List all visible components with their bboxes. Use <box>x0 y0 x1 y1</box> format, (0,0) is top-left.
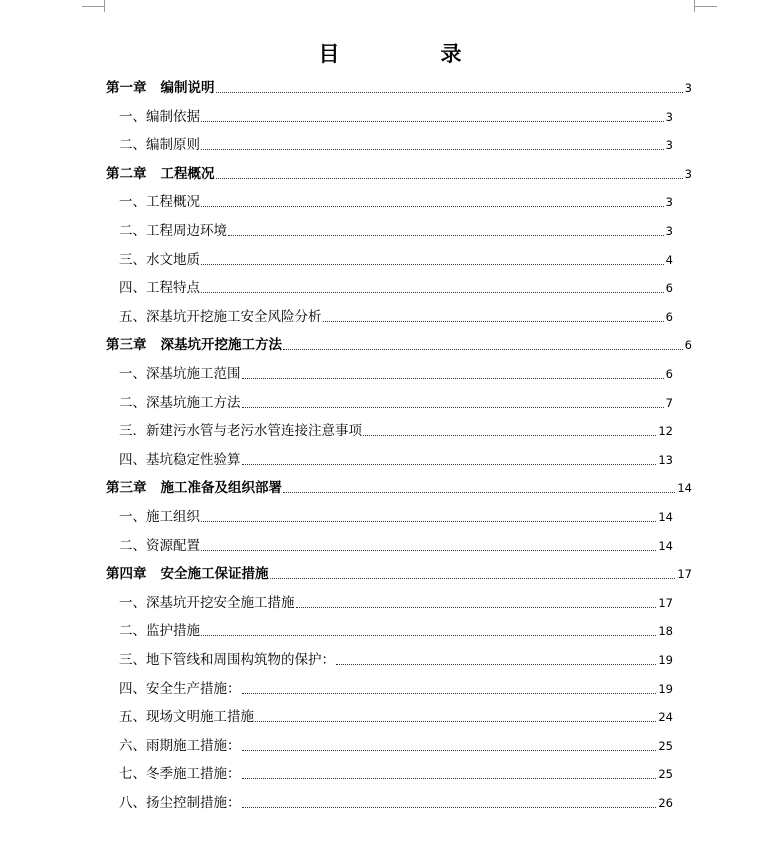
toc-entry-label <box>119 278 200 298</box>
toc-page-number: 19 <box>658 681 673 696</box>
toc-page-number: 6 <box>665 309 673 324</box>
toc-chapter-entry[interactable] <box>106 78 692 98</box>
toc-page-number: 13 <box>658 452 673 467</box>
toc-entry-text: 工程概况 <box>146 194 200 211</box>
toc-dot-leader <box>323 320 664 322</box>
toc-entry-number: 三、 <box>119 251 146 268</box>
toc-section-entry[interactable] <box>119 393 673 413</box>
toc-entry-label <box>119 135 200 155</box>
toc-dot-leader <box>270 577 676 579</box>
toc-entry-label <box>106 164 215 184</box>
toc-entry-text: 地下管线和周围构筑物的保护： <box>146 652 335 668</box>
toc-entry-number: 第二章 <box>106 165 147 182</box>
toc-dot-leader <box>242 749 657 751</box>
toc-dot-leader <box>242 406 664 408</box>
toc-page-number: 3 <box>665 138 673 153</box>
toc-entry-label <box>119 793 241 813</box>
toc-entry-number: 第三章 <box>106 480 147 497</box>
toc-dot-leader <box>201 148 664 150</box>
toc-entry-label <box>119 593 295 613</box>
toc-page-number: 3 <box>684 81 692 95</box>
toc-page-number: 6 <box>684 338 692 353</box>
toc-section-entry[interactable] <box>119 421 673 441</box>
toc-dot-leader <box>363 434 656 436</box>
toc-dot-leader <box>228 234 664 236</box>
toc-page-number: 19 <box>658 653 673 667</box>
toc-page-number: 24 <box>658 710 673 725</box>
toc-entry-label <box>119 421 362 441</box>
toc-entry-number: 四、 <box>119 680 146 697</box>
toc-page-number: 17 <box>677 567 692 582</box>
toc-entry-text: 深基坑开挖安全施工措施 <box>146 594 295 611</box>
toc-section-entry[interactable] <box>119 278 673 298</box>
toc-entry-number: 二、 <box>119 394 146 411</box>
toc-entry-label <box>119 364 241 384</box>
toc-entry-number: 三、 <box>119 652 146 668</box>
toc-dot-leader <box>201 634 656 636</box>
toc-section-entry[interactable] <box>119 307 673 327</box>
toc-entry-number: 三． <box>119 423 146 440</box>
toc-page-number: 26 <box>658 796 673 810</box>
toc-section-entry[interactable] <box>119 107 673 127</box>
toc-entry-label <box>119 393 241 413</box>
toc-entry-text: 编制原则 <box>146 137 200 154</box>
toc-title: 目 录 <box>318 41 502 66</box>
page-corner-right-horizontal <box>695 6 717 7</box>
toc-entry-text: 施工准备及组织部署 <box>160 480 282 497</box>
toc-entry-label <box>119 621 200 641</box>
toc-entry-number: 一、 <box>119 509 146 525</box>
toc-chapter-entry[interactable] <box>106 564 692 584</box>
toc-dot-leader <box>242 806 657 808</box>
page-corner-left-horizontal <box>82 6 104 7</box>
toc-page-number: 4 <box>665 252 673 267</box>
toc-entry-label <box>119 679 241 699</box>
toc-entry-number: 二、 <box>119 537 146 554</box>
toc-entry-number: 第三章 <box>106 337 147 354</box>
toc-entry-text: 编制依据 <box>146 108 200 125</box>
toc-entry-text: 监护措施 <box>146 623 200 640</box>
toc-chapter-entry[interactable] <box>106 335 692 355</box>
toc-entry-label <box>119 250 200 270</box>
toc-entry-number: 第四章 <box>106 566 147 583</box>
toc-entry-label <box>106 478 282 498</box>
toc-section-entry[interactable] <box>119 650 673 670</box>
toc-entry-text: 深基坑施工方法 <box>146 394 241 411</box>
toc-entry-label <box>119 192 200 212</box>
toc-page-number: 12 <box>658 424 673 439</box>
toc-dot-leader <box>201 263 664 265</box>
toc-section-entry[interactable] <box>119 536 673 556</box>
toc-entry-text: 资源配置 <box>146 537 200 554</box>
toc-dot-leader <box>201 205 664 207</box>
toc-section-entry[interactable] <box>119 736 673 756</box>
toc-dot-leader <box>242 692 657 694</box>
toc-dot-leader <box>201 520 656 522</box>
toc-dot-leader <box>255 720 656 722</box>
toc-entry-text: 编制说明 <box>160 80 215 96</box>
toc-page-number: 17 <box>658 595 673 610</box>
toc-entry-number: 五、 <box>119 308 146 325</box>
toc-section-entry[interactable] <box>119 621 673 641</box>
toc-section-entry[interactable] <box>119 135 673 155</box>
toc-entry-text: 新建污水管与老污水管连接注意事项 <box>146 423 362 440</box>
toc-page-number: 7 <box>665 395 673 410</box>
toc-dot-leader <box>201 549 656 551</box>
toc-section-entry[interactable] <box>119 593 673 613</box>
toc-entry-label <box>106 564 269 584</box>
toc-entry-label <box>106 335 282 355</box>
toc-dot-leader <box>242 463 657 465</box>
toc-entry-number: 五、 <box>119 709 146 726</box>
toc-dot-leader <box>283 348 683 350</box>
toc-section-entry[interactable] <box>119 507 673 527</box>
toc-page-number: 3 <box>665 109 673 124</box>
toc-entry-text: 工程周边环境 <box>146 223 227 239</box>
toc-entry-number: 八、 <box>119 795 146 811</box>
toc-entry-text: 现场文明施工措施 <box>146 709 254 726</box>
toc-dot-leader <box>216 177 683 179</box>
toc-entry-text: 冬季施工措施： <box>146 766 241 783</box>
toc-entry-label <box>106 78 215 98</box>
toc-entry-number: 六、 <box>119 737 146 754</box>
toc-entry-text: 水文地质 <box>146 251 200 268</box>
toc-entry-label <box>119 107 200 127</box>
toc-entry-text: 深基坑开挖施工方法 <box>160 337 282 354</box>
toc-dot-leader <box>201 120 664 122</box>
toc-section-entry[interactable] <box>119 221 673 241</box>
toc-section-entry[interactable] <box>119 764 673 784</box>
toc-section-entry[interactable] <box>119 679 673 699</box>
toc-entry-label <box>119 507 200 527</box>
toc-page-number: 25 <box>658 738 673 753</box>
toc-entry-number: 一、 <box>119 194 146 211</box>
toc-entry-text: 安全施工保证措施 <box>160 566 269 583</box>
toc-entry-label <box>119 764 241 784</box>
toc-page-number: 3 <box>684 166 692 181</box>
toc-dot-leader <box>296 606 657 608</box>
toc-entry-number: 二、 <box>119 223 146 239</box>
toc-entry-label <box>119 307 322 327</box>
toc-section-entry[interactable] <box>119 192 673 212</box>
toc-entry-text: 扬尘控制措施： <box>146 795 241 811</box>
toc-entry-text: 安全生产措施： <box>146 680 241 697</box>
toc-entry-text: 雨期施工措施： <box>146 737 241 754</box>
toc-entry-number: 第一章 <box>106 80 147 96</box>
toc-page-number: 14 <box>658 510 673 524</box>
toc-dot-leader <box>283 491 675 493</box>
toc-dot-leader <box>242 377 664 379</box>
toc-entry-number: 一、 <box>119 594 146 611</box>
toc-entry-label <box>119 650 335 670</box>
toc-dot-leader <box>216 91 683 93</box>
toc-entry-label <box>119 536 200 556</box>
toc-section-entry[interactable] <box>119 250 673 270</box>
toc-entry-number: 四、 <box>119 451 146 468</box>
toc-entry-text: 基坑稳定性验算 <box>146 451 241 468</box>
toc-entry-number: 一、 <box>119 366 146 382</box>
toc-entry-label <box>119 450 241 470</box>
toc-page-number: 3 <box>665 224 673 238</box>
toc-entry-text: 深基坑开挖施工安全风险分析 <box>146 308 322 325</box>
toc-entry-text: 工程特点 <box>146 280 200 297</box>
toc-page-number: 3 <box>665 195 673 210</box>
toc-entry-label <box>119 221 227 241</box>
toc-entry-number: 四、 <box>119 280 146 297</box>
toc-entry-number: 二、 <box>119 137 146 154</box>
toc-page-number: 18 <box>658 624 673 639</box>
toc-chapter-entry[interactable] <box>106 478 692 498</box>
toc-dot-leader <box>242 777 657 779</box>
toc-dot-leader <box>336 663 656 665</box>
toc-entry-number: 二、 <box>119 623 146 640</box>
toc-page-number: 6 <box>665 281 673 296</box>
toc-page-number: 14 <box>677 481 692 496</box>
toc-section-entry[interactable] <box>119 450 673 470</box>
toc-section-entry[interactable] <box>119 707 673 727</box>
toc-dot-leader <box>201 291 664 293</box>
toc-entry-text: 工程概况 <box>160 165 215 182</box>
toc-entry-number: 一、 <box>119 108 146 125</box>
toc-page-number: 25 <box>658 767 673 782</box>
toc-page-number: 14 <box>658 538 673 553</box>
toc-chapter-entry[interactable] <box>106 164 692 184</box>
toc-entry-label <box>119 707 254 727</box>
toc-section-entry[interactable] <box>119 364 673 384</box>
toc-entry-label <box>119 736 241 756</box>
toc-entry-text: 深基坑施工范围 <box>146 366 241 382</box>
toc-entry-text: 施工组织 <box>146 509 200 525</box>
page-corner-left-vertical <box>104 0 105 12</box>
toc-page-number: 6 <box>665 367 673 381</box>
toc-entry-number: 七、 <box>119 766 146 783</box>
toc-section-entry[interactable] <box>119 793 673 813</box>
